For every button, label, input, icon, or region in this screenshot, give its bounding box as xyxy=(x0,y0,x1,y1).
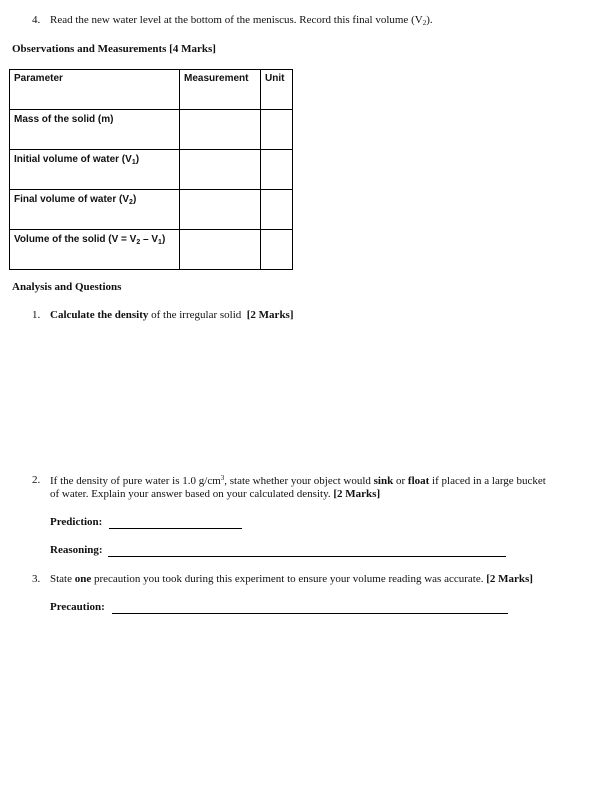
analysis-heading: Analysis and Questions xyxy=(12,281,122,293)
question-1-number: 1. xyxy=(32,309,41,321)
label-text-end: ) xyxy=(161,234,166,245)
reasoning-answer-line[interactable] xyxy=(108,546,506,557)
step-4-subscript: 2 xyxy=(422,19,427,27)
question-2-marks: [2 Marks] xyxy=(333,488,381,500)
step-4-text xyxy=(50,14,433,27)
table-row xyxy=(10,150,293,190)
question-1-body: of the irregular solid xyxy=(148,309,242,321)
label-text: Initial volume of water (V xyxy=(14,154,132,165)
label-subscript: 1 xyxy=(131,159,136,166)
measurement-cell-mass[interactable] xyxy=(180,110,261,150)
reasoning-label: Reasoning: xyxy=(50,544,103,556)
precaution-answer-line[interactable] xyxy=(112,603,508,614)
question-3-number: 3. xyxy=(32,573,41,585)
step-4-text-end: ). xyxy=(426,14,433,26)
q2-text-b: , state whether your object would xyxy=(224,475,374,487)
label-text-mid: – V xyxy=(140,234,159,245)
row-label-final-volume xyxy=(10,190,180,230)
unit-cell-final-volume[interactable] xyxy=(261,190,293,230)
table-row xyxy=(10,230,293,270)
label-text-end: ) xyxy=(132,194,137,205)
q2-superscript: 3 xyxy=(220,474,225,482)
prediction-label: Prediction: xyxy=(50,516,103,528)
table-row xyxy=(10,110,293,150)
row-label-mass: Mass of the solid (m) xyxy=(10,110,180,150)
q2-text-c: if placed in a large bucket xyxy=(429,475,546,487)
question-1-text xyxy=(50,309,294,321)
precaution-label: Precaution: xyxy=(50,601,105,613)
q3-text-b: precaution you took during this experiment to ensure your volume reading was accurate. xyxy=(91,573,484,585)
header-parameter: Parameter xyxy=(10,70,180,110)
header-measurement: Measurement xyxy=(180,70,261,110)
observations-heading: Observations and Measurements [4 Marks] xyxy=(12,43,216,55)
question-3-marks: [2 Marks] xyxy=(486,573,533,585)
table-row xyxy=(10,190,293,230)
step-4-text-main: Read the new water level at the bottom of the meniscus. Record this final volume (V xyxy=(50,14,423,26)
question-2-line-1 xyxy=(50,474,546,487)
question-1-marks: [2 Marks] xyxy=(246,309,294,321)
measurement-cell-solid-volume[interactable] xyxy=(180,230,261,270)
label-text: Volume of the solid (V = V xyxy=(14,234,137,245)
question-2-line-2 xyxy=(50,488,380,500)
unit-cell-initial-volume[interactable] xyxy=(261,150,293,190)
prediction-answer-line[interactable] xyxy=(109,518,242,529)
label-subscript: 2 xyxy=(136,239,141,246)
question-1-bold: Calculate the density xyxy=(50,309,149,321)
q2-line-2-text: of water. Explain your answer based on your calculated density. xyxy=(50,488,331,500)
q3-one: one xyxy=(74,573,92,585)
question-2-number: 2. xyxy=(32,474,41,486)
q3-text-a: State xyxy=(50,573,75,585)
label-text: Final volume of water (V xyxy=(14,194,130,205)
question-3-text xyxy=(50,573,533,585)
step-4-number: 4. xyxy=(32,14,41,26)
label-text-end: ) xyxy=(135,154,140,165)
label-subscript: 2 xyxy=(129,199,133,206)
header-unit: Unit xyxy=(261,70,293,110)
measurement-cell-initial-volume[interactable] xyxy=(180,150,261,190)
q2-float: float xyxy=(407,475,430,487)
q2-text-a: If the density of pure water is 1.0 g/cm xyxy=(50,475,221,487)
row-label-solid-volume xyxy=(10,230,180,270)
measurement-cell-final-volume[interactable] xyxy=(180,190,261,230)
unit-cell-solid-volume[interactable] xyxy=(261,230,293,270)
label-subscript: 1 xyxy=(158,239,162,246)
row-label-initial-volume xyxy=(10,150,180,190)
unit-cell-mass[interactable] xyxy=(261,110,293,150)
q2-or: or xyxy=(393,475,408,487)
table-header-row xyxy=(10,70,293,110)
observations-table xyxy=(9,69,293,270)
q2-sink: sink xyxy=(373,475,394,487)
